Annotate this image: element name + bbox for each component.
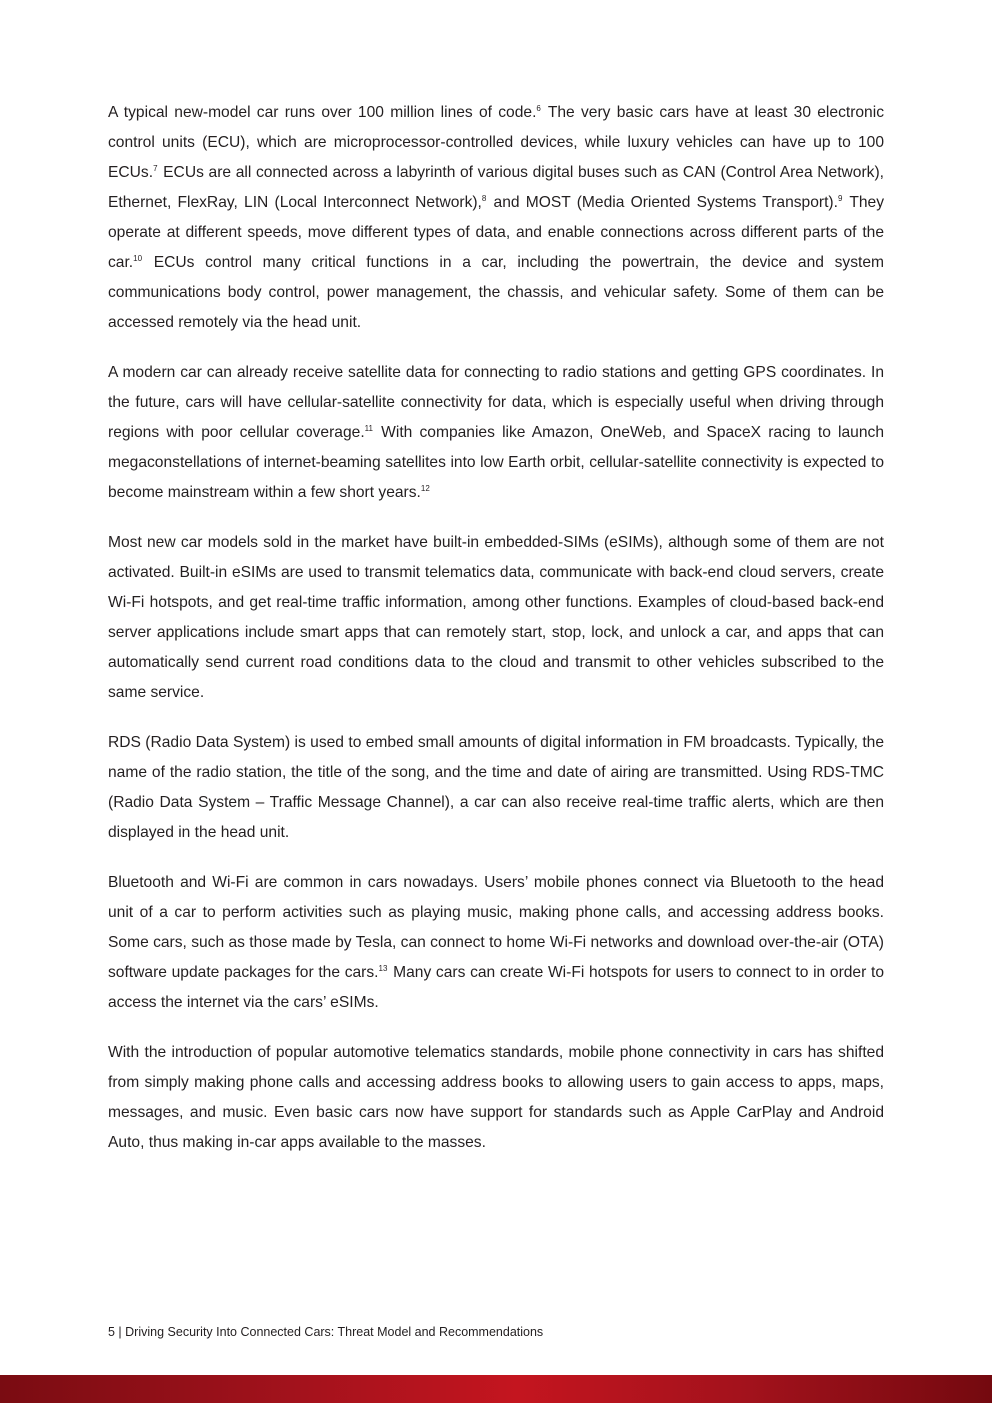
footer-color-band [0, 1375, 992, 1403]
footer-separator: | [114, 1325, 126, 1339]
footnote-reference[interactable]: 10 [133, 254, 143, 263]
document-body [108, 98, 884, 1178]
body-paragraph: A typical new-model car runs over 100 million lines of code.$^6$ The very basic cars have at least 30 electronic control units (ECU), which are microprocessor-controlled devices, while luxury vehicles can have up to 100 ECUs.$^7$ ECUs are all connected across a labyrinth of various digital buses such as CAN (Control Area Network), Ethernet, FlexRay, LIN (Local Interconnect Network),$^8$ and MOST (Media Oriented Systems Transport).$^9$ They operate at different speeds, move different types of data, and enable connections across different parts of the car.$^{10}$ ECUs control many critical functions in a car, including the powertrain, the device and system communications body control, power management, the chassis, and vehicular safety. Some of them can be accessed remotely via the head unit. [108, 104, 884, 331]
footnote-reference[interactable]: 11 [364, 424, 373, 433]
footnote-reference[interactable]: 9 [837, 194, 843, 203]
footnote-reference[interactable]: 13 [378, 964, 388, 973]
page-footer [108, 1324, 543, 1340]
page-number: 5 [108, 1325, 115, 1339]
footnote-reference[interactable]: 12 [420, 484, 430, 493]
body-paragraph: A modern car can already receive satellite data for connecting to radio stations and getting GPS coordinates. In the future, cars will have cellular-satellite connectivity for data, which is especially useful when driving through regions with poor cellular coverage.$^{11}$ With companies like Amazon, OneWeb, and SpaceX racing to launch megaconstellations of internet-beaming satellites into low Earth orbit, cellular-satellite connectivity is expected to become mainstream within a few short years.$^{12}$ [108, 364, 884, 501]
body-paragraph: Bluetooth and Wi-Fi are common in cars nowadays. Users’ mobile phones connect via Bluetooth to the head unit of a car to perform activities such as playing music, making phone calls, and accessing address books. Some cars, such as those made by Tesla, can connect to home Wi-Fi networks and download over-the-air (OTA) software update packages for the cars.$^{13}$ Many cars can create Wi-Fi hotspots for users to connect to in order to access the internet via the cars’ eSIMs. [108, 874, 884, 1011]
document-title: Driving Security Into Connected Cars: Threat Model and Recommendations [125, 1325, 544, 1339]
footnote-reference[interactable]: 8 [481, 194, 487, 203]
body-paragraph: Most new car models sold in the market have built-in embedded-SIMs (eSIMs), although some of them are not activated. Built-in eSIMs are used to transmit telematics data, communicate with back-end cloud servers, create Wi-Fi hotspots, and get real-time traffic information, among other functions. Examples of cloud-based back-end server applications include smart apps that can remotely start, stop, lock, and unlock a car, and apps that can automatically send current road conditions data to the cloud and transmit to other vehicles subscribed to the same service. [108, 534, 884, 701]
body-paragraph: With the introduction of popular automotive telematics standards, mobile phone connectivity in cars has shifted from simply making phone calls and accessing address books to allowing users to gain access to apps, maps, messages, and music. Even basic cars now have support for standards such as Apple CarPlay and Android Auto, thus making in-car apps available to the masses. [108, 1044, 884, 1151]
footnote-reference[interactable]: 7 [153, 164, 158, 173]
body-paragraph: RDS (Radio Data System) is used to embed small amounts of digital information in FM broadcasts. Typically, the name of the radio station, the title of the song, and the time and date of airing are transmitted. Using RDS-TMC (Radio Data System – Traffic Message Channel), a car can also receive real-time traffic alerts, which are then displayed in the head unit. [108, 734, 884, 841]
footnote-reference[interactable]: 6 [536, 104, 541, 113]
